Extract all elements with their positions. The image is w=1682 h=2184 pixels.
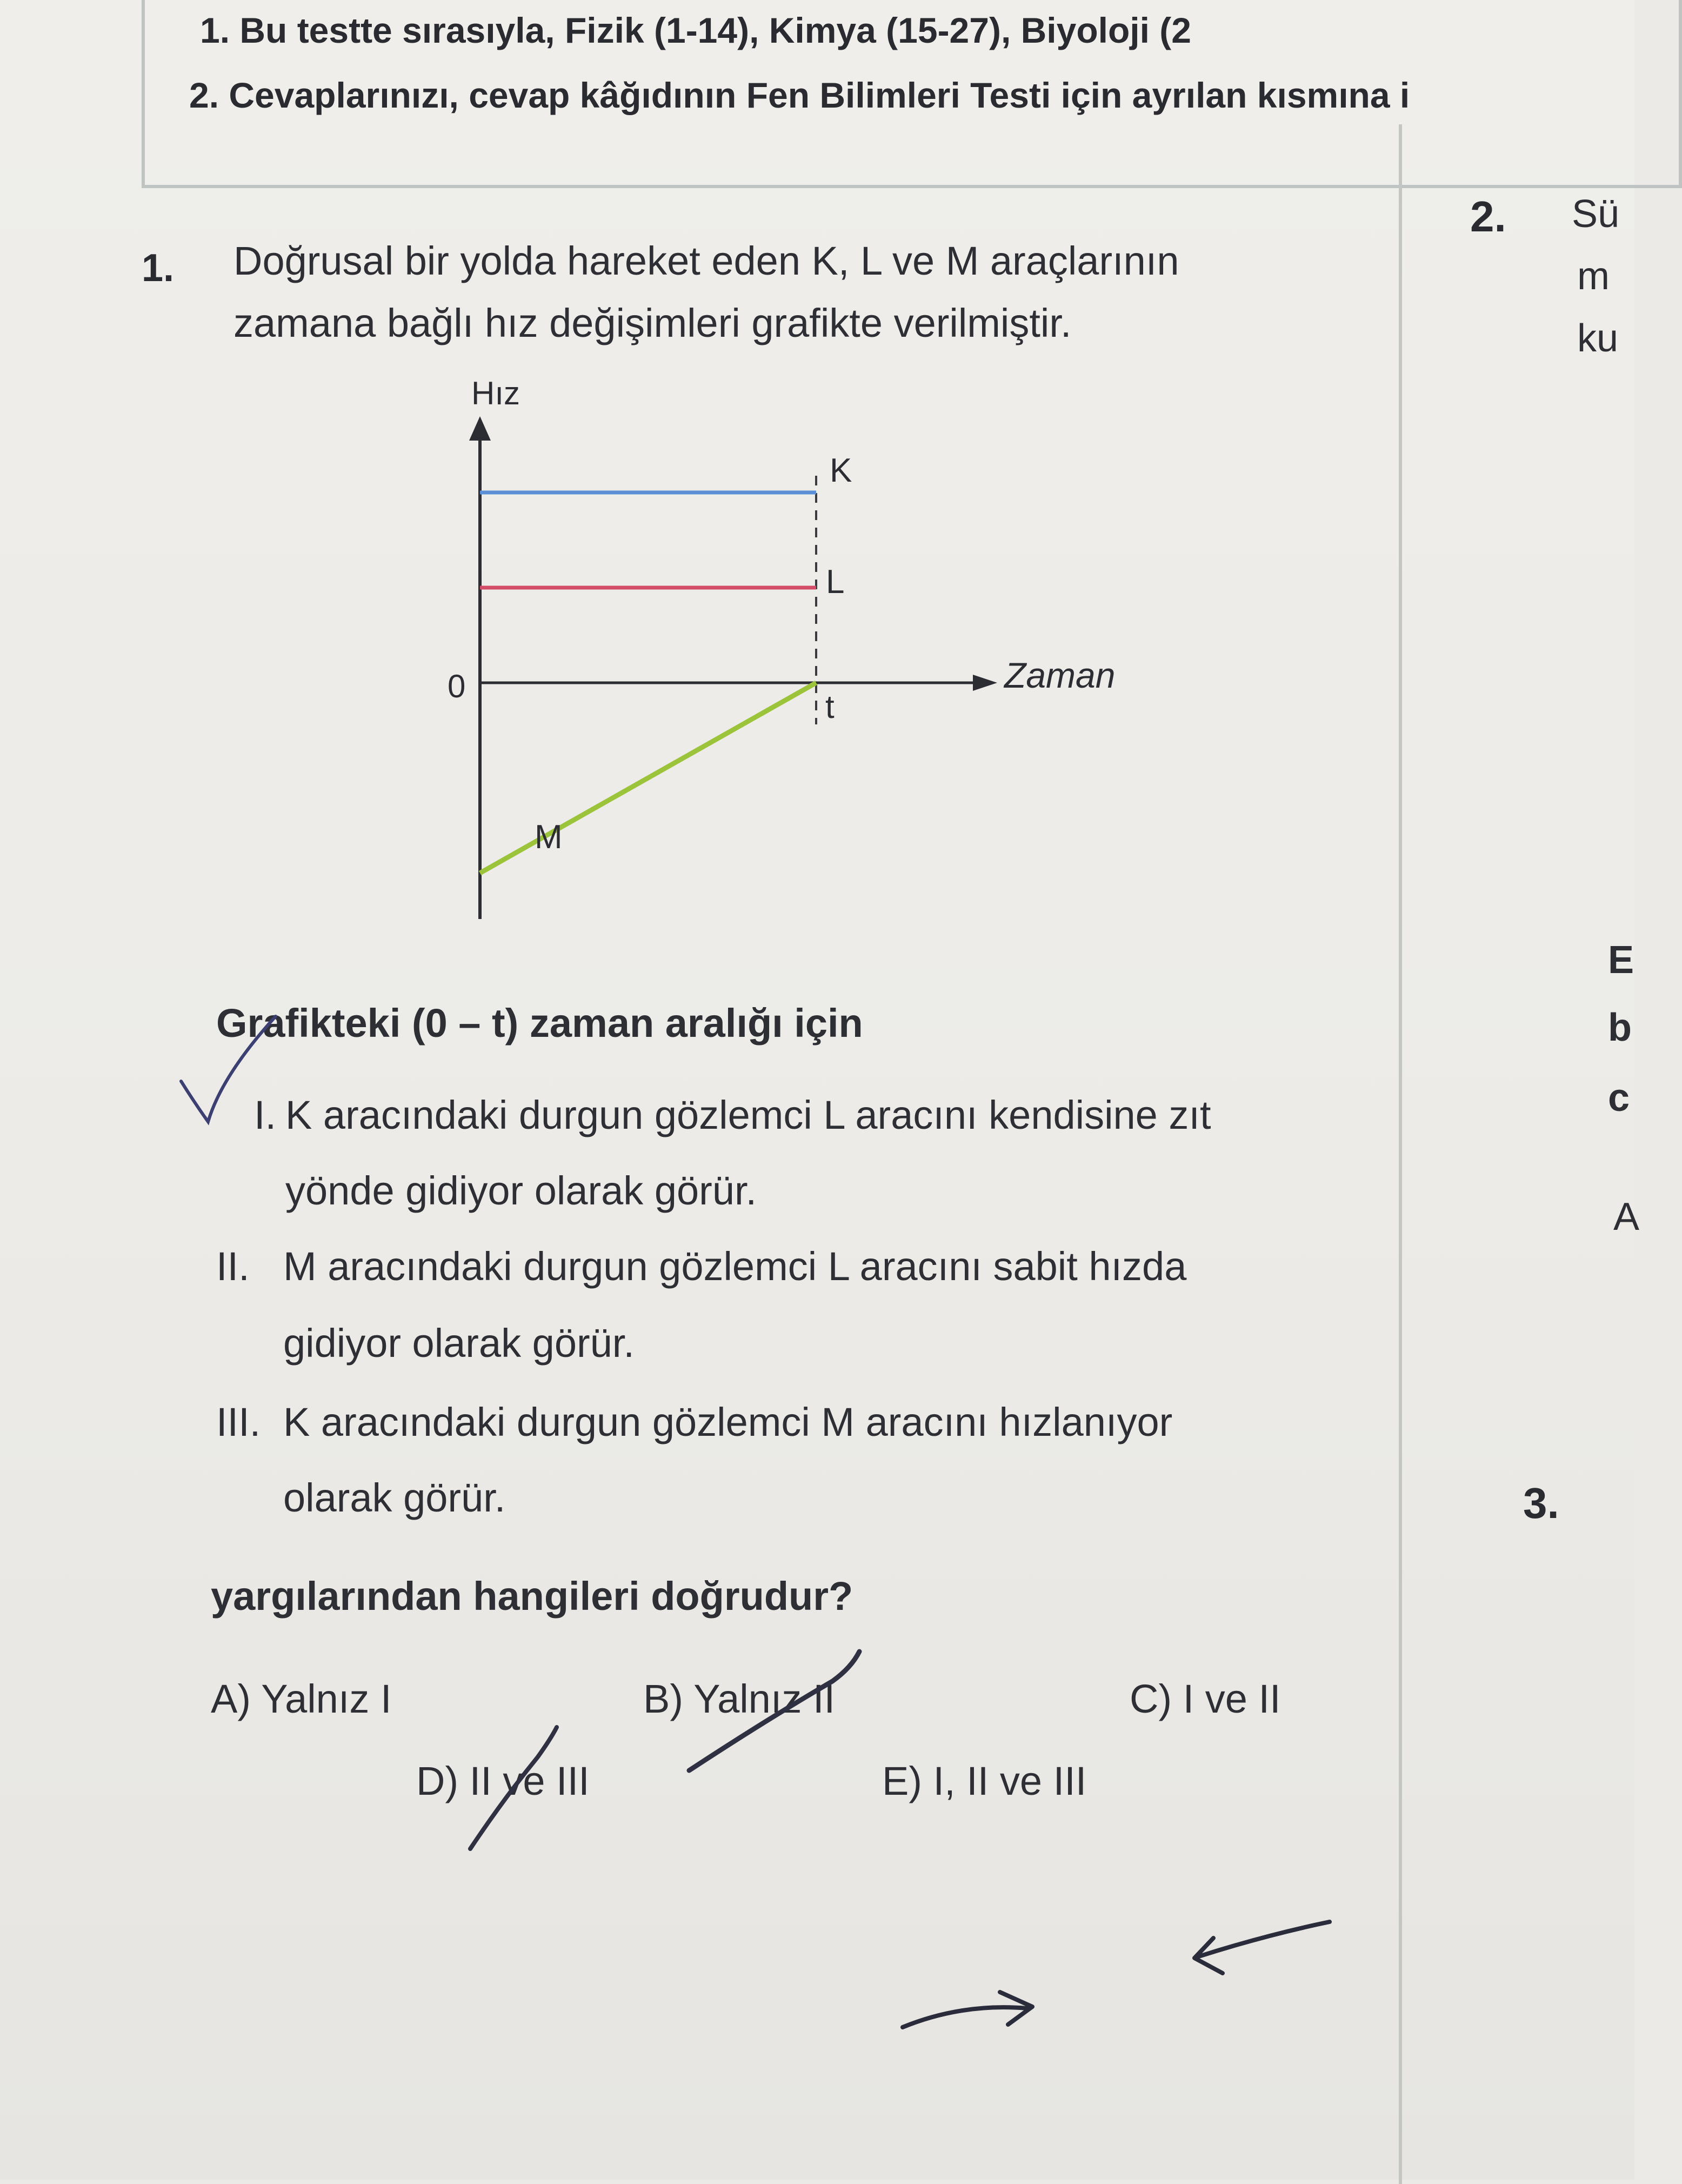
option-b[interactable]: B) Yalnız II xyxy=(643,1676,836,1721)
statement-3-line-1: K aracındaki durgun gözlemci M aracını hızlanıyor xyxy=(283,1400,1173,1444)
series-label-k: K xyxy=(830,452,852,489)
instruction-line-1: 1. Bu testte sırasıyla, Fizik (1-14), Kimya (15-27), Biyoloji (2 xyxy=(200,10,1191,50)
side-letter-3: c xyxy=(1608,1076,1630,1120)
question-3-number: 3. xyxy=(1523,1479,1559,1527)
origin-label: 0 xyxy=(448,668,466,704)
question-2-fragment-2: m xyxy=(1577,255,1610,298)
option-e[interactable]: E) I, II ve III xyxy=(882,1759,1087,1803)
question-stem-line-2: zamana bağlı hız değişimleri grafikte verilmiştir. xyxy=(233,301,1072,345)
series-line-m xyxy=(480,683,816,873)
statement-2-line-2: gidiyor olarak görür. xyxy=(283,1321,635,1366)
statement-2-roman: II. xyxy=(216,1244,250,1289)
instruction-line-2: 2. Cevaplarınızı, cevap kâğıdının Fen Bilimleri Testi için ayrılan kısmına i xyxy=(189,75,1410,115)
statement-1-line-1: K aracındaki durgun gözlemci L aracını kendisine zıt xyxy=(285,1093,1211,1137)
question-number: 1. xyxy=(142,247,175,290)
side-letter-1: E xyxy=(1608,938,1634,982)
y-axis-arrow xyxy=(469,416,491,441)
side-letter-2: b xyxy=(1608,1006,1632,1049)
statement-3-roman: III. xyxy=(216,1400,261,1444)
question-stem-line-1: Doğrusal bir yolda hareket eden K, L ve M araçlarının xyxy=(233,238,1179,283)
option-a[interactable]: A) Yalnız I xyxy=(211,1676,392,1721)
question-2-number: 2. xyxy=(1470,192,1506,241)
question-prompt: yargılarından hangileri doğrudur? xyxy=(211,1574,853,1619)
statement-2-line-1: M aracındaki durgun gözlemci L aracını sabit hızda xyxy=(283,1244,1187,1289)
x-axis-label: Zaman xyxy=(1004,655,1116,695)
series-label-m: M xyxy=(535,818,563,856)
question-2-fragment-3: ku xyxy=(1577,317,1619,360)
y-axis-label: Hız xyxy=(471,375,520,411)
option-c[interactable]: C) I ve II xyxy=(1130,1676,1281,1721)
t-tick-label: t xyxy=(825,689,835,725)
series-label-l: L xyxy=(826,563,845,601)
statement-1-line-2: yönde gidiyor olarak görür. xyxy=(285,1168,757,1213)
x-axis-arrow xyxy=(973,675,997,691)
option-d[interactable]: D) II ve III xyxy=(416,1759,590,1803)
statement-3-line-2: olarak görür. xyxy=(283,1475,506,1520)
statement-1-roman: I. xyxy=(254,1093,277,1137)
question-2-fragment-1: Sü xyxy=(1572,192,1620,236)
range-text: Grafikteki (0 – t) zaman aralığı için xyxy=(216,1001,863,1046)
side-letter-4: A xyxy=(1613,1195,1640,1239)
